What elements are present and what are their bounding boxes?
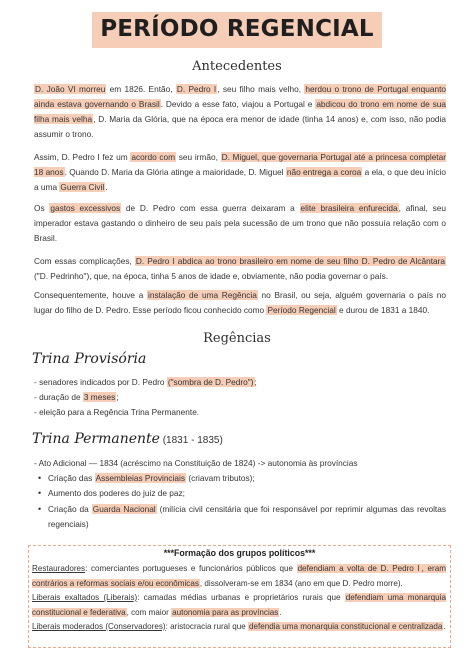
text-run: - senadores indicados por D. Pedro <box>34 377 167 387</box>
text-run: . Devido a esse fato, viajou a Portugal e <box>160 99 316 110</box>
highlight-text: elite brasileira enfurecida <box>300 203 398 213</box>
highlight-text: defendia uma monarquia constitucional e centralizada <box>248 622 443 631</box>
text-run: , com maior <box>126 607 172 617</box>
text-run: . <box>105 182 108 193</box>
text-run: de D. Pedro com essa guerra deixaram a <box>121 203 300 213</box>
text-run: ; <box>254 377 257 387</box>
page-title: PERÍODO REGENCIAL <box>100 16 374 42</box>
highlight-text: abdicou do trono em nome de sua filha mais velha <box>34 99 447 125</box>
text-run: : camadas médias urbanas e proprietários rurais que <box>137 593 345 602</box>
heading-trina-permanente <box>32 431 223 447</box>
highlight-text: autonomia para as províncias <box>172 607 279 617</box>
bullet-item <box>34 502 446 532</box>
group-name: Restauradores <box>32 564 86 573</box>
text-run: Assim, D. Pedro I fez um <box>34 152 131 162</box>
highlight-text: acordo com <box>131 152 176 162</box>
section-heading-regencias: Regências <box>203 331 271 346</box>
group-liberais-moderados <box>32 620 446 635</box>
text-run: Consequentemente, houve a <box>34 290 147 300</box>
highlight-text: Assembleias Provinciais <box>95 473 186 484</box>
highlight-text: D. Pedro I abdica ao trono brasileiro em nome de seu filho D. Pedro de Alcântara <box>135 256 445 266</box>
highlight-text: D. Pedro I <box>176 84 217 94</box>
group-name: Liberais exaltados (Liberais) <box>32 593 138 602</box>
text-run: em 1826. Então, <box>106 84 176 94</box>
text-run: ; <box>116 392 119 403</box>
highlight-text: D. Miguel, que governaria Portugal até a princesa completar 18 anos <box>34 152 446 178</box>
highlight-text: Guerra Civil <box>60 182 105 193</box>
title-highlight <box>92 12 382 48</box>
text-run: (criavam tributos); <box>186 473 255 484</box>
bullet-item <box>34 471 446 486</box>
heading-years: (1831 - 1835) <box>159 435 223 446</box>
paragraph-2 <box>34 150 446 195</box>
highlight-text: Período Regencial <box>267 305 336 316</box>
highlight-text: ("sombra de D. Pedro") <box>167 377 254 387</box>
heading-trina-provisoria: Trina Provisória <box>32 351 147 367</box>
highlight-text: , eram contrários a reformas sociais e/ou econômicas <box>32 564 446 588</box>
list-item <box>34 375 446 390</box>
text-run: Criação das <box>48 473 95 484</box>
group-liberais-exaltados <box>32 591 446 620</box>
text-run: . Quando D. Maria da Glória atinge a maioridade, D. Miguel <box>64 167 286 178</box>
text-run: , D. Maria da Glória, que na época era menor de idade (tinha 14 anos) e, com isso, não podia assumir o trono. <box>34 114 447 140</box>
text-run: , dissolveram-se em 1834 (ano em que D. Pedro morre). <box>199 578 403 588</box>
highlight-text: Guarda Nacional <box>92 503 156 514</box>
text-run: a ela, o que deu início a uma <box>34 167 446 193</box>
text-run: Criação da <box>48 503 92 514</box>
paragraph-5 <box>34 288 446 318</box>
group-restauradores <box>32 562 446 591</box>
list-item: - Ato Adicional — 1834 (acréscimo na Constituição de 1824) -> autonomia às províncias <box>34 458 358 468</box>
highlight-text: instalação de uma Regência <box>148 290 257 300</box>
text-run: ("D. Pedrinho"), que, na época, tinha 5 anos de idade e, obviamente, não podia governar o país. <box>34 271 389 282</box>
highlight-text: 3 meses <box>83 392 116 403</box>
paragraph-3 <box>34 201 446 246</box>
highlight-text: não entrega a coroa <box>286 167 362 178</box>
text-run: e durou de 1831 a 1840. <box>336 305 430 316</box>
list-trina-permanente <box>34 456 446 532</box>
box-text <box>32 562 446 635</box>
highlight-text: D. João VI morreu <box>35 84 106 94</box>
text-run: . <box>443 622 446 631</box>
highlight-text: defendiam a volta de D. Pedro I <box>297 564 420 573</box>
section-heading-antecedentes: Antecedentes <box>192 59 282 74</box>
paragraph-4 <box>34 254 446 284</box>
political-groups-box <box>28 545 451 648</box>
highlight-text: herdou o trono de Portugal enquanto ainda estava governando o Brasil <box>34 84 447 110</box>
text-run: . <box>279 607 282 617</box>
bullet-item: • Aumento dos poderes do juiz de paz; <box>34 486 446 501</box>
text-run: , afinal, seu imperador estava gastando o dinheiro de seu país pela sucessão de um trono que não possuía relação com o Brasil. <box>34 203 446 244</box>
list-item: - eleição para a Regência Trina Permanente. <box>34 407 200 418</box>
paragraph-1 <box>34 82 446 142</box>
text-run: : comerciantes portugueses e funcionários públicos que <box>85 564 297 573</box>
text-run: no Brasil, ou seja, alguém governaria o país no lugar do filho de D. Pedro. Esse período ficou conhecido como <box>34 290 446 316</box>
list-item <box>34 390 446 405</box>
text-run: Os <box>34 203 50 213</box>
highlight-text: gastos excessivos <box>50 203 121 213</box>
text-run: seu irmão, <box>176 152 221 162</box>
text-run: (milícia civil censitária que foi responsável por reprimir algumas das revoltas regenciais) <box>48 503 446 529</box>
heading-text: Trina Permanente <box>32 431 160 447</box>
list-trina-provisoria <box>34 375 446 421</box>
text-run: - duração de <box>34 392 83 403</box>
text-run: Com essas complicações, <box>34 256 135 266</box>
highlight-text: defendiam uma monarquia constitucional e federativa <box>32 593 446 617</box>
box-title: ***Formação dos grupos políticos*** <box>163 548 316 558</box>
group-name: Liberais moderados (Conservadores) <box>32 622 166 631</box>
text-run: , seu filho mais velho, <box>217 84 305 94</box>
text-run: : aristocracia rural que <box>165 622 248 631</box>
